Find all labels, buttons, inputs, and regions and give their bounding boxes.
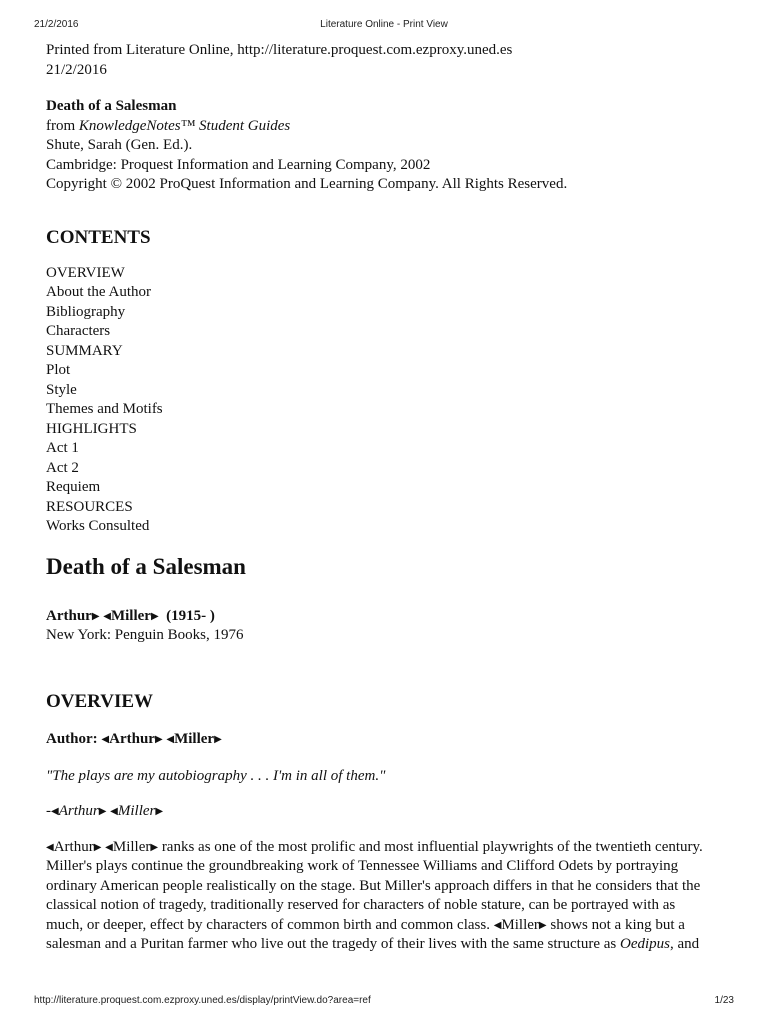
citation-publisher: Cambridge: Proquest Information and Learning Company, 2002 bbox=[46, 156, 431, 173]
arrow-left-icon: ◀ bbox=[101, 733, 110, 745]
citation-series: KnowledgeNotes™ Student Guides bbox=[78, 117, 291, 134]
attribution-first: Arthur bbox=[58, 802, 99, 819]
para-text: , and bbox=[670, 936, 700, 953]
author-first: Arthur bbox=[46, 607, 92, 624]
printed-date-line: 21/2/2016 bbox=[46, 61, 107, 78]
printed-from-line: Printed from Literature Online, http://literature.proquest.com.ezproxy.uned.es bbox=[46, 42, 513, 58]
print-header bbox=[0, 0, 768, 30]
para-text: shows not a king but a bbox=[546, 916, 685, 933]
overview-author-last: Miller bbox=[174, 730, 215, 747]
para-line bbox=[46, 916, 722, 935]
arrow-left-icon: ◀ bbox=[103, 610, 111, 622]
author-last: Miller bbox=[110, 607, 151, 624]
para-line: classical notion of tragedy, traditionally reserved for characters of noble stature, can be portrayed with as bbox=[46, 897, 676, 914]
para-line: Miller's plays continue the groundbreaking work of Tennessee Williams and Clifford Odets by portraying bbox=[46, 858, 679, 875]
attribution-last: Miller bbox=[117, 802, 156, 819]
para-line: ordinary American people realistically on the stage. But Miller's approach differs in that he considers that the bbox=[46, 877, 701, 894]
overview-attribution bbox=[46, 802, 722, 822]
toc-item: About the Author bbox=[46, 284, 151, 300]
work-author-line bbox=[46, 607, 722, 627]
toc-item: Requiem bbox=[46, 479, 101, 495]
toc-item: Style bbox=[46, 381, 77, 398]
overview-paragraph bbox=[46, 838, 722, 954]
para-line bbox=[46, 838, 722, 857]
toc-item: OVERVIEW bbox=[46, 264, 125, 281]
para-line bbox=[46, 935, 722, 954]
overview-quote: "The plays are my autobiography . . . I'm in all of them." bbox=[46, 768, 386, 784]
work-heading: Death of a Salesman bbox=[46, 553, 246, 579]
toc-item: SUMMARY bbox=[46, 342, 123, 359]
toc-item: HIGHLIGHTS bbox=[46, 420, 137, 437]
toc-item: Act 2 bbox=[46, 459, 79, 476]
contents-list bbox=[46, 264, 722, 537]
toc-item: RESOURCES bbox=[46, 498, 133, 515]
author-dates: (1915- ) bbox=[166, 607, 215, 624]
citation-title: Death of a Salesman bbox=[46, 98, 177, 114]
para-text: salesman and a Puritan farmer who live out the tragedy of their lives with the same structure as bbox=[46, 936, 620, 953]
toc-item: Bibliography bbox=[46, 303, 126, 320]
arrow-right-icon: ▶ bbox=[538, 919, 547, 931]
para-oedipus: Oedipus bbox=[620, 936, 670, 953]
arrow-right-icon: ▶ bbox=[150, 842, 159, 853]
arrow-left-icon: ◀ bbox=[46, 842, 54, 853]
arrow-left-icon: ◀ bbox=[51, 805, 59, 817]
contents-heading: CONTENTS bbox=[46, 226, 151, 248]
arrow-left-icon: ◀ bbox=[110, 805, 118, 817]
toc-item: Themes and Motifs bbox=[46, 401, 163, 417]
from-prefix: from bbox=[46, 117, 79, 134]
overview-heading: OVERVIEW bbox=[46, 690, 154, 712]
para-inline-miller: Miller bbox=[501, 916, 539, 933]
citation-copyright: Copyright © 2002 ProQuest Information and Learning Company. All Rights Reserved. bbox=[46, 176, 568, 192]
print-date: 21/2/2016 bbox=[34, 19, 79, 30]
para-text: ranks as one of the most prolific and most influential playwrights of the twentieth century. bbox=[158, 839, 703, 855]
work-imprint: New York: Penguin Books, 1976 bbox=[46, 627, 244, 643]
footer-url: http://literature.proquest.com.ezproxy.uned.es/display/printView.do?area=ref bbox=[34, 995, 371, 1006]
page-number: 1/23 bbox=[714, 995, 734, 1006]
arrow-right-icon: ▶ bbox=[155, 805, 164, 817]
citation-editor: Shute, Sarah (Gen. Ed.). bbox=[46, 137, 193, 153]
arrow-right-icon: ▶ bbox=[91, 610, 100, 622]
arrow-right-icon: ▶ bbox=[150, 610, 159, 622]
arrow-left-icon: ◀ bbox=[105, 842, 113, 853]
overview-author-label: Author: bbox=[46, 730, 102, 747]
arrow-right-icon: ▶ bbox=[214, 733, 222, 745]
arrow-right-icon: ▶ bbox=[154, 733, 163, 745]
toc-item: Characters bbox=[46, 323, 111, 339]
para-author-first: Arthur bbox=[53, 839, 94, 855]
toc-item: Plot bbox=[46, 362, 71, 378]
toc-item: Act 1 bbox=[46, 440, 79, 456]
arrow-left-icon: ◀ bbox=[166, 733, 175, 745]
citation-series-line bbox=[46, 117, 722, 137]
para-author-last: Miller bbox=[112, 839, 151, 855]
arrow-left-icon: ◀ bbox=[493, 919, 502, 931]
toc-item: Works Consulted bbox=[46, 518, 150, 534]
arrow-right-icon: ▶ bbox=[93, 842, 102, 853]
overview-author-first: Arthur bbox=[109, 730, 155, 747]
attribution-dash: - bbox=[46, 802, 51, 819]
document-body bbox=[46, 41, 722, 954]
para-text: much, or deeper, effect by characters of common birth and common class. bbox=[46, 916, 494, 933]
arrow-right-icon: ▶ bbox=[98, 805, 107, 817]
print-page-title: Literature Online - Print View bbox=[320, 19, 448, 30]
overview-author-line bbox=[46, 730, 722, 750]
